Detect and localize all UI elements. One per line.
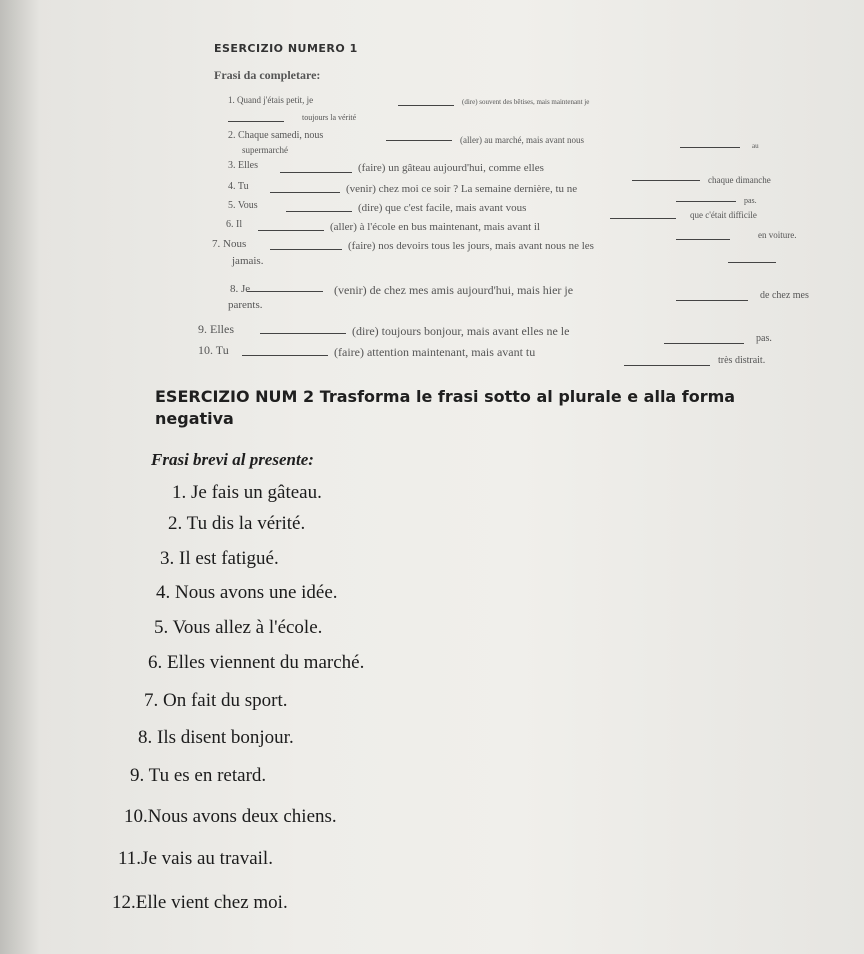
ex1-sentence-9-end: pas. xyxy=(756,333,772,344)
ex1-sentence-2-start: 2. Chaque samedi, nous xyxy=(228,130,324,141)
ex1-blank[interactable] xyxy=(386,131,452,141)
ex1-sentence-3-end: chaque dimanche xyxy=(708,175,771,185)
ex1-sentence-10-mid: (faire) attention maintenant, mais avant tu xyxy=(334,345,536,359)
ex1-sentence-7-mid: (faire) nos devoirs tous les jours, mais avant nous ne les xyxy=(348,240,594,252)
ex1-blank[interactable] xyxy=(664,332,744,344)
exercise2-title: ESERCIZIO NUM 2 Trasforma le frasi sotto al plurale e alla forma negativa xyxy=(155,387,736,428)
ex1-blank[interactable] xyxy=(270,239,342,250)
ex1-sentence-9-start: 9. Elles xyxy=(198,322,234,336)
list-item: 9. Tu es en retard. xyxy=(130,765,267,786)
ex1-sentence-9-mid: (dire) toujours bonjour, mais avant elles ne le xyxy=(352,324,570,338)
ex1-sentence-3-mid: (faire) un gâteau aujourd'hui, comme elles xyxy=(358,162,544,174)
ex1-sentence-8-start: 8. Je xyxy=(230,283,251,295)
list-item: 7. On fait du sport. xyxy=(144,690,288,711)
ex1-sentence-1-start: 1. Quand j'étais petit, je xyxy=(228,95,314,105)
ex1-sentence-6-start: 6. Il xyxy=(226,219,243,230)
ex1-sentence-5-mid: (dire) que c'est facile, mais avant vous xyxy=(358,202,527,214)
list-item: 6. Elles viennent du marché. xyxy=(148,652,365,673)
ex1-sentence-2-cont: supermarché xyxy=(242,145,288,155)
list-item: 10.Nous avons deux chiens. xyxy=(124,806,337,827)
ex1-sentence-5-start: 5. Vous xyxy=(228,200,258,211)
ex1-blank[interactable] xyxy=(676,229,730,240)
ex1-blank[interactable] xyxy=(270,182,340,193)
ex1-sentence-10-start: 10. Tu xyxy=(198,343,229,357)
ex1-sentence-8-mid: (venir) de chez mes amis aujourd'hui, mais hier je xyxy=(334,283,574,297)
ex1-blank[interactable] xyxy=(280,162,352,173)
ex1-blank[interactable] xyxy=(680,138,740,148)
ex1-blank[interactable] xyxy=(728,252,776,263)
exercise1-subtitle: Frasi da completare: xyxy=(214,68,321,82)
exercise1-title: ESERCIZIO NUMERO 1 xyxy=(214,42,358,55)
ex1-sentence-4-mid: (venir) chez moi ce soir ? La semaine dernière, tu ne xyxy=(346,183,578,195)
ex1-blank[interactable] xyxy=(258,220,324,231)
ex1-sentence-1-end: toujours la vérité xyxy=(302,113,357,122)
ex1-blank[interactable] xyxy=(624,354,710,366)
ex1-blank[interactable] xyxy=(676,290,748,301)
ex1-blank[interactable] xyxy=(398,96,454,106)
list-item: 1. Je fais un gâteau. xyxy=(172,482,322,503)
ex1-sentence-8-cont: parents. xyxy=(228,299,263,311)
exercise2-subtitle: Frasi brevi al presente: xyxy=(151,450,314,469)
ex1-sentence-7-start: 7. Nous xyxy=(212,238,247,250)
list-item: 2. Tu dis la vérité. xyxy=(168,513,306,534)
ex1-sentence-8-end: de chez mes xyxy=(760,290,809,301)
ex1-sentence-4-end: pas. xyxy=(744,196,757,205)
list-item: 4. Nous avons une idée. xyxy=(156,582,338,603)
ex1-blank[interactable] xyxy=(676,191,736,202)
ex1-sentence-2-end: au xyxy=(752,142,759,150)
page-shadow xyxy=(0,0,40,954)
ex1-blank[interactable] xyxy=(260,322,346,334)
list-item: 11.Je vais au travail. xyxy=(118,848,273,869)
ex1-sentence-3-start: 3. Elles xyxy=(228,160,258,171)
ex1-blank[interactable] xyxy=(286,201,352,212)
ex1-sentence-6-mid: (aller) à l'école en bus maintenant, mais avant il xyxy=(330,221,540,233)
ex1-sentence-7-end: jamais. xyxy=(232,255,264,267)
list-item: 8. Ils disent bonjour. xyxy=(138,727,294,748)
ex1-sentence-6-end: en voiture. xyxy=(758,230,797,240)
list-item: 3. Il est fatigué. xyxy=(160,548,279,569)
ex1-blank[interactable] xyxy=(610,208,676,219)
ex1-blank[interactable] xyxy=(242,344,328,356)
ex1-sentence-2-mid: (aller) au marché, mais avant nous xyxy=(460,135,584,145)
ex1-sentence-4-start: 4. Tu xyxy=(228,181,249,192)
ex1-blank[interactable] xyxy=(247,280,323,292)
list-item: 12.Elle vient chez moi. xyxy=(112,892,288,913)
ex1-sentence-5-end: que c'était difficile xyxy=(690,210,757,220)
ex1-blank[interactable] xyxy=(632,170,700,181)
ex1-blank[interactable] xyxy=(228,112,284,122)
ex1-sentence-1-mid: (dire) souvent des bêtises, mais maintenant je xyxy=(462,98,590,106)
list-item: 5. Vous allez à l'école. xyxy=(154,617,323,638)
ex1-sentence-10-end: très distrait. xyxy=(718,355,766,366)
